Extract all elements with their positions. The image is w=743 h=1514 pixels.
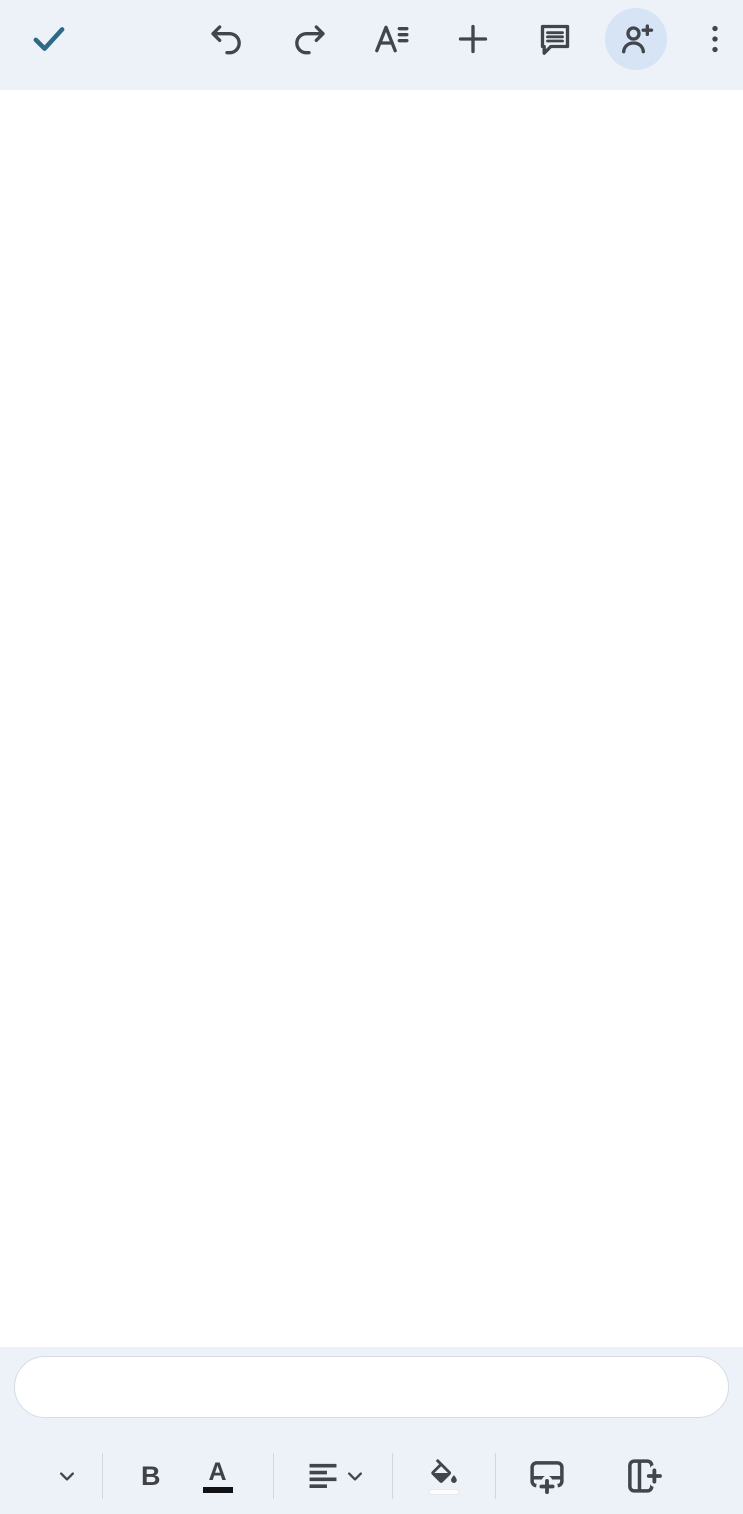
- comment-button[interactable]: [535, 19, 575, 59]
- toolbar-divider: [392, 1453, 393, 1499]
- insert-row-button[interactable]: [526, 1455, 568, 1497]
- share-button[interactable]: [605, 8, 667, 70]
- more-vert-icon: [701, 19, 729, 59]
- text-color-button[interactable]: [203, 1459, 233, 1493]
- spreadsheet-grid[interactable]: [0, 90, 743, 1347]
- plus-icon: [453, 19, 493, 59]
- fill-color-icon: [427, 1458, 461, 1488]
- fill-color-button[interactable]: [427, 1458, 461, 1495]
- bold-button[interactable]: [141, 1461, 161, 1492]
- comment-icon: [535, 19, 575, 59]
- align-left-icon: [304, 1457, 342, 1495]
- formula-bar[interactable]: [14, 1356, 729, 1418]
- redo-icon: [289, 19, 329, 59]
- format-toolbar: [0, 1443, 743, 1509]
- text-color-swatch: [203, 1487, 233, 1493]
- chevron-down-icon[interactable]: [348, 1472, 362, 1481]
- text-color-icon: A: [208, 1458, 227, 1486]
- toolbar-divider: [495, 1453, 496, 1499]
- overflow-menu-button[interactable]: [701, 19, 729, 59]
- undo-icon: [207, 19, 247, 59]
- check-icon: [28, 18, 70, 60]
- align-button[interactable]: [304, 1457, 342, 1495]
- person-add-icon: [616, 19, 656, 59]
- insert-column-icon: [622, 1455, 664, 1497]
- font-size-control[interactable]: [26, 1472, 74, 1481]
- done-check-button[interactable]: [28, 18, 70, 60]
- redo-button[interactable]: [289, 19, 329, 59]
- fill-color-swatch: [429, 1489, 459, 1495]
- text-format-button[interactable]: [371, 19, 411, 59]
- bold-icon: B: [141, 1460, 161, 1491]
- insert-column-button[interactable]: [622, 1455, 664, 1497]
- text-format-icon: [371, 19, 411, 59]
- toolbar-divider: [273, 1453, 274, 1499]
- insert-row-icon: [526, 1455, 568, 1497]
- undo-button[interactable]: [207, 19, 247, 59]
- chevron-down-icon: [60, 1472, 74, 1481]
- top-toolbar: [0, 0, 743, 78]
- insert-button[interactable]: [453, 19, 493, 59]
- formula-input[interactable]: [63, 1370, 708, 1404]
- toolbar-divider: [102, 1453, 103, 1499]
